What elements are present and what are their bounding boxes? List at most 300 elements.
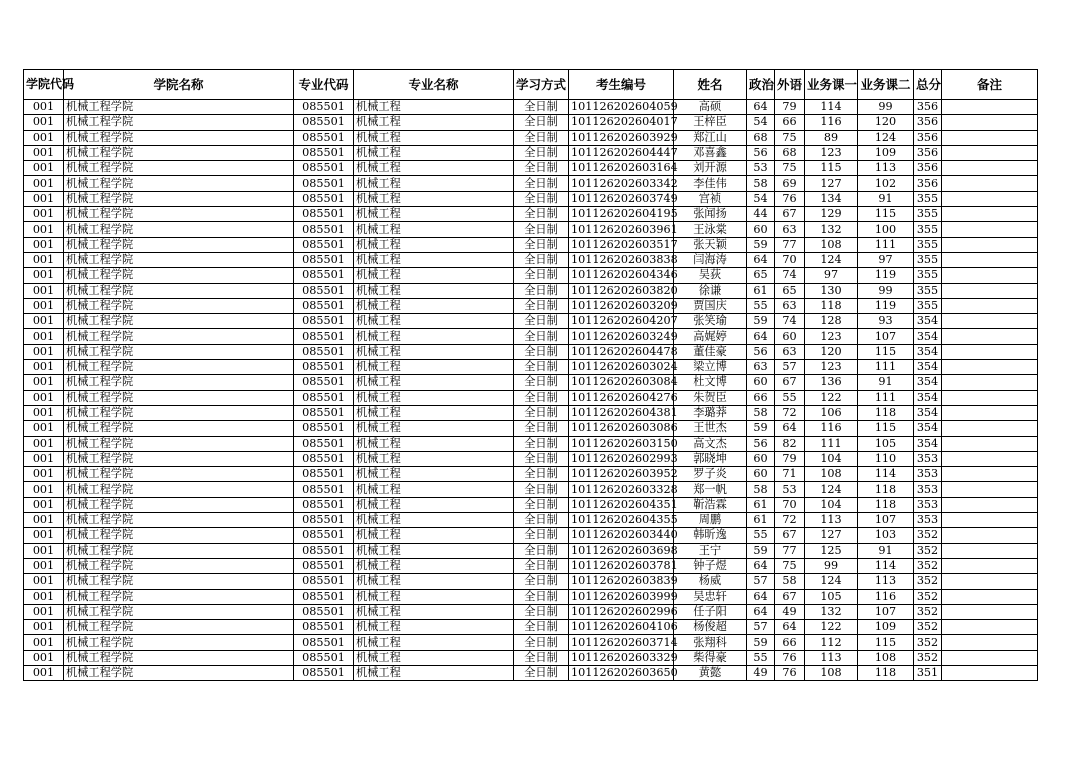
cell-exam-no: 101126202603714: [569, 635, 674, 650]
cell-name: 张闻扬: [674, 207, 747, 222]
cell-total: 355: [914, 252, 942, 267]
cell-course-two: 91: [858, 191, 914, 206]
cell-college-code: 001: [24, 589, 64, 604]
cell-course-two: 103: [858, 528, 914, 543]
cell-study-mode: 全日制: [514, 314, 569, 329]
cell-exam-no: 101126202604195: [569, 207, 674, 222]
cell-major-name: 机械工程: [354, 543, 514, 558]
cell-remarks: [942, 176, 1038, 191]
cell-exam-no: 101126202603952: [569, 467, 674, 482]
cell-name: 邓喜鑫: [674, 145, 747, 160]
cell-total: 355: [914, 237, 942, 252]
cell-course-one: 89: [805, 130, 858, 145]
cell-total: 352: [914, 543, 942, 558]
header-major-code: 专业代码: [294, 70, 354, 100]
cell-remarks: [942, 543, 1038, 558]
cell-politics: 58: [747, 405, 775, 420]
cell-course-two: 105: [858, 436, 914, 451]
cell-college-name: 机械工程学院: [64, 268, 294, 283]
cell-foreign-language: 65: [775, 283, 805, 298]
cell-major-name: 机械工程: [354, 604, 514, 619]
cell-total: 355: [914, 298, 942, 313]
header-total: 总分: [914, 70, 942, 100]
cell-exam-no: 101126202603650: [569, 665, 674, 680]
cell-major-code: 085501: [294, 528, 354, 543]
cell-college-code: 001: [24, 329, 64, 344]
cell-college-name: 机械工程学院: [64, 329, 294, 344]
cell-major-code: 085501: [294, 405, 354, 420]
cell-remarks: [942, 314, 1038, 329]
cell-name: 张天颖: [674, 237, 747, 252]
cell-course-two: 107: [858, 329, 914, 344]
cell-college-code: 001: [24, 207, 64, 222]
table-row: [24, 589, 1038, 604]
cell-remarks: [942, 237, 1038, 252]
cell-name: 杜文博: [674, 375, 747, 390]
cell-major-name: 机械工程: [354, 421, 514, 436]
cell-major-name: 机械工程: [354, 176, 514, 191]
cell-name: 王泳棠: [674, 222, 747, 237]
cell-politics: 59: [747, 237, 775, 252]
cell-remarks: [942, 222, 1038, 237]
cell-major-name: 机械工程: [354, 268, 514, 283]
cell-college-code: 001: [24, 650, 64, 665]
cell-course-one: 114: [805, 100, 858, 115]
cell-study-mode: 全日制: [514, 604, 569, 619]
cell-politics: 54: [747, 115, 775, 130]
table-row: [24, 268, 1038, 283]
cell-major-code: 085501: [294, 329, 354, 344]
cell-college-name: 机械工程学院: [64, 207, 294, 222]
cell-major-name: 机械工程: [354, 482, 514, 497]
cell-total: 353: [914, 451, 942, 466]
cell-college-name: 机械工程学院: [64, 100, 294, 115]
header-college-code: 学院代码: [24, 70, 64, 100]
cell-major-code: 085501: [294, 161, 354, 176]
cell-foreign-language: 67: [775, 528, 805, 543]
cell-exam-no: 101126202603329: [569, 650, 674, 665]
cell-major-code: 085501: [294, 100, 354, 115]
cell-total: 352: [914, 589, 942, 604]
cell-college-name: 机械工程学院: [64, 467, 294, 482]
cell-name: 王世杰: [674, 421, 747, 436]
cell-politics: 49: [747, 665, 775, 680]
table-row: [24, 207, 1038, 222]
cell-remarks: [942, 115, 1038, 130]
cell-study-mode: 全日制: [514, 451, 569, 466]
cell-study-mode: 全日制: [514, 130, 569, 145]
cell-college-code: 001: [24, 513, 64, 528]
cell-college-name: 机械工程学院: [64, 314, 294, 329]
cell-study-mode: 全日制: [514, 574, 569, 589]
cell-study-mode: 全日制: [514, 421, 569, 436]
cell-study-mode: 全日制: [514, 436, 569, 451]
cell-total: 356: [914, 130, 942, 145]
cell-total: 354: [914, 375, 942, 390]
cell-college-name: 机械工程学院: [64, 558, 294, 573]
cell-total: 354: [914, 405, 942, 420]
cell-exam-no: 101126202602993: [569, 451, 674, 466]
cell-exam-no: 101126202603929: [569, 130, 674, 145]
cell-college-code: 001: [24, 145, 64, 160]
cell-study-mode: 全日制: [514, 650, 569, 665]
cell-major-name: 机械工程: [354, 130, 514, 145]
cell-politics: 55: [747, 298, 775, 313]
cell-major-code: 085501: [294, 543, 354, 558]
cell-college-name: 机械工程学院: [64, 390, 294, 405]
cell-college-code: 001: [24, 421, 64, 436]
cell-remarks: [942, 482, 1038, 497]
cell-exam-no: 101126202603839: [569, 574, 674, 589]
cell-college-name: 机械工程学院: [64, 344, 294, 359]
cell-politics: 44: [747, 207, 775, 222]
cell-course-one: 129: [805, 207, 858, 222]
cell-politics: 56: [747, 145, 775, 160]
cell-politics: 63: [747, 360, 775, 375]
cell-major-name: 机械工程: [354, 161, 514, 176]
cell-major-name: 机械工程: [354, 375, 514, 390]
cell-major-name: 机械工程: [354, 252, 514, 267]
cell-foreign-language: 77: [775, 543, 805, 558]
cell-total: 352: [914, 558, 942, 573]
cell-college-code: 001: [24, 436, 64, 451]
cell-major-name: 机械工程: [354, 665, 514, 680]
cell-course-two: 91: [858, 543, 914, 558]
cell-name: 靳浩霖: [674, 497, 747, 512]
cell-name: 吴忠轩: [674, 589, 747, 604]
cell-politics: 61: [747, 497, 775, 512]
cell-college-name: 机械工程学院: [64, 237, 294, 252]
cell-study-mode: 全日制: [514, 145, 569, 160]
cell-total: 352: [914, 528, 942, 543]
cell-course-one: 130: [805, 283, 858, 298]
cell-politics: 59: [747, 635, 775, 650]
cell-foreign-language: 57: [775, 360, 805, 375]
cell-foreign-language: 74: [775, 314, 805, 329]
cell-course-one: 125: [805, 543, 858, 558]
cell-course-two: 115: [858, 344, 914, 359]
cell-study-mode: 全日制: [514, 513, 569, 528]
cell-course-two: 110: [858, 451, 914, 466]
cell-politics: 64: [747, 252, 775, 267]
cell-college-code: 001: [24, 604, 64, 619]
cell-politics: 60: [747, 222, 775, 237]
cell-course-two: 119: [858, 268, 914, 283]
table-row: [24, 237, 1038, 252]
cell-foreign-language: 53: [775, 482, 805, 497]
cell-major-name: 机械工程: [354, 528, 514, 543]
cell-exam-no: 101126202604351: [569, 497, 674, 512]
cell-total: 352: [914, 574, 942, 589]
cell-college-name: 机械工程学院: [64, 589, 294, 604]
cell-foreign-language: 75: [775, 558, 805, 573]
cell-course-two: 102: [858, 176, 914, 191]
cell-name: 闫海涛: [674, 252, 747, 267]
cell-total: 355: [914, 283, 942, 298]
cell-name: 周鹏: [674, 513, 747, 528]
table-row: [24, 513, 1038, 528]
cell-name: 高硕: [674, 100, 747, 115]
cell-college-code: 001: [24, 100, 64, 115]
cell-major-code: 085501: [294, 252, 354, 267]
table-row: [24, 130, 1038, 145]
table-row: [24, 497, 1038, 512]
cell-remarks: [942, 375, 1038, 390]
cell-name: 张翔科: [674, 635, 747, 650]
cell-course-two: 113: [858, 161, 914, 176]
cell-total: 354: [914, 344, 942, 359]
cell-major-name: 机械工程: [354, 589, 514, 604]
cell-total: 355: [914, 222, 942, 237]
cell-study-mode: 全日制: [514, 268, 569, 283]
cell-course-two: 108: [858, 650, 914, 665]
cell-study-mode: 全日制: [514, 329, 569, 344]
cell-major-code: 085501: [294, 375, 354, 390]
cell-major-name: 机械工程: [354, 145, 514, 160]
cell-exam-no: 101126202603749: [569, 191, 674, 206]
cell-major-code: 085501: [294, 207, 354, 222]
cell-politics: 64: [747, 329, 775, 344]
cell-exam-no: 101126202603328: [569, 482, 674, 497]
cell-total: 355: [914, 191, 942, 206]
cell-politics: 60: [747, 467, 775, 482]
table-row: [24, 558, 1038, 573]
cell-course-two: 99: [858, 100, 914, 115]
cell-study-mode: 全日制: [514, 252, 569, 267]
cell-total: 354: [914, 436, 942, 451]
cell-college-code: 001: [24, 528, 64, 543]
cell-major-code: 085501: [294, 665, 354, 680]
cell-name: 郑一帆: [674, 482, 747, 497]
table-row: [24, 283, 1038, 298]
cell-total: 354: [914, 360, 942, 375]
cell-politics: 61: [747, 513, 775, 528]
cell-course-one: 120: [805, 344, 858, 359]
cell-study-mode: 全日制: [514, 360, 569, 375]
cell-major-name: 机械工程: [354, 100, 514, 115]
cell-exam-no: 101126202603698: [569, 543, 674, 558]
cell-remarks: [942, 130, 1038, 145]
cell-remarks: [942, 513, 1038, 528]
cell-study-mode: 全日制: [514, 665, 569, 680]
cell-exam-no: 101126202603820: [569, 283, 674, 298]
cell-college-name: 机械工程学院: [64, 574, 294, 589]
cell-course-one: 128: [805, 314, 858, 329]
cell-exam-no: 101126202604106: [569, 620, 674, 635]
cell-total: 355: [914, 268, 942, 283]
cell-foreign-language: 64: [775, 620, 805, 635]
cell-major-code: 085501: [294, 115, 354, 130]
cell-course-one: 122: [805, 620, 858, 635]
cell-major-code: 085501: [294, 589, 354, 604]
cell-total: 356: [914, 161, 942, 176]
cell-course-two: 109: [858, 145, 914, 160]
cell-foreign-language: 75: [775, 161, 805, 176]
cell-major-name: 机械工程: [354, 513, 514, 528]
cell-major-code: 085501: [294, 635, 354, 650]
cell-course-one: 122: [805, 390, 858, 405]
cell-total: 355: [914, 207, 942, 222]
cell-politics: 68: [747, 130, 775, 145]
cell-college-name: 机械工程学院: [64, 222, 294, 237]
cell-remarks: [942, 191, 1038, 206]
cell-exam-no: 101126202603961: [569, 222, 674, 237]
cell-remarks: [942, 100, 1038, 115]
cell-major-name: 机械工程: [354, 436, 514, 451]
cell-name: 王宁: [674, 543, 747, 558]
cell-major-code: 085501: [294, 176, 354, 191]
cell-study-mode: 全日制: [514, 620, 569, 635]
table-row: [24, 314, 1038, 329]
cell-course-two: 120: [858, 115, 914, 130]
cell-major-code: 085501: [294, 222, 354, 237]
cell-politics: 54: [747, 191, 775, 206]
cell-course-two: 111: [858, 390, 914, 405]
cell-study-mode: 全日制: [514, 375, 569, 390]
cell-foreign-language: 71: [775, 467, 805, 482]
header-course-two: 业务课二: [858, 70, 914, 100]
cell-course-one: 136: [805, 375, 858, 390]
cell-name: 刘开源: [674, 161, 747, 176]
cell-major-code: 085501: [294, 298, 354, 313]
cell-remarks: [942, 665, 1038, 680]
cell-politics: 64: [747, 100, 775, 115]
cell-name: 高文杰: [674, 436, 747, 451]
cell-course-one: 127: [805, 176, 858, 191]
cell-major-name: 机械工程: [354, 314, 514, 329]
cell-remarks: [942, 283, 1038, 298]
cell-politics: 60: [747, 375, 775, 390]
cell-exam-no: 101126202604207: [569, 314, 674, 329]
cell-major-code: 085501: [294, 145, 354, 160]
cell-college-code: 001: [24, 451, 64, 466]
cell-foreign-language: 70: [775, 497, 805, 512]
cell-name: 郑江山: [674, 130, 747, 145]
cell-course-one: 108: [805, 665, 858, 680]
cell-total: 354: [914, 314, 942, 329]
cell-college-name: 机械工程学院: [64, 115, 294, 130]
cell-study-mode: 全日制: [514, 283, 569, 298]
cell-college-name: 机械工程学院: [64, 482, 294, 497]
cell-exam-no: 101126202603084: [569, 375, 674, 390]
cell-course-two: 93: [858, 314, 914, 329]
cell-foreign-language: 76: [775, 191, 805, 206]
cell-remarks: [942, 467, 1038, 482]
cell-name: 韩昕逸: [674, 528, 747, 543]
cell-college-code: 001: [24, 482, 64, 497]
cell-foreign-language: 82: [775, 436, 805, 451]
cell-college-name: 机械工程学院: [64, 283, 294, 298]
cell-exam-no: 101126202604059: [569, 100, 674, 115]
cell-course-two: 115: [858, 421, 914, 436]
cell-college-code: 001: [24, 497, 64, 512]
cell-foreign-language: 60: [775, 329, 805, 344]
cell-remarks: [942, 451, 1038, 466]
cell-study-mode: 全日制: [514, 589, 569, 604]
cell-exam-no: 101126202603517: [569, 237, 674, 252]
cell-college-code: 001: [24, 161, 64, 176]
cell-foreign-language: 55: [775, 390, 805, 405]
cell-exam-no: 101126202603249: [569, 329, 674, 344]
table-row: [24, 574, 1038, 589]
cell-course-two: 109: [858, 620, 914, 635]
cell-course-one: 113: [805, 513, 858, 528]
cell-total: 354: [914, 329, 942, 344]
table-row: [24, 436, 1038, 451]
cell-major-name: 机械工程: [354, 467, 514, 482]
cell-major-name: 机械工程: [354, 620, 514, 635]
cell-college-name: 机械工程学院: [64, 375, 294, 390]
cell-name: 梁立博: [674, 360, 747, 375]
cell-foreign-language: 66: [775, 115, 805, 130]
cell-foreign-language: 66: [775, 635, 805, 650]
cell-total: 356: [914, 100, 942, 115]
cell-total: 353: [914, 513, 942, 528]
cell-study-mode: 全日制: [514, 390, 569, 405]
cell-politics: 53: [747, 161, 775, 176]
cell-college-code: 001: [24, 115, 64, 130]
cell-exam-no: 101126202604381: [569, 405, 674, 420]
cell-study-mode: 全日制: [514, 497, 569, 512]
cell-course-two: 107: [858, 604, 914, 619]
cell-politics: 56: [747, 436, 775, 451]
cell-course-one: 106: [805, 405, 858, 420]
cell-foreign-language: 77: [775, 237, 805, 252]
cell-course-one: 116: [805, 421, 858, 436]
cell-name: 李佳伟: [674, 176, 747, 191]
cell-foreign-language: 76: [775, 650, 805, 665]
cell-college-code: 001: [24, 635, 64, 650]
cell-foreign-language: 64: [775, 421, 805, 436]
cell-politics: 55: [747, 650, 775, 665]
cell-exam-no: 101126202604276: [569, 390, 674, 405]
cell-major-code: 085501: [294, 344, 354, 359]
cell-college-name: 机械工程学院: [64, 451, 294, 466]
cell-politics: 64: [747, 589, 775, 604]
cell-major-code: 085501: [294, 130, 354, 145]
cell-course-one: 123: [805, 329, 858, 344]
cell-exam-no: 101126202604447: [569, 145, 674, 160]
cell-major-code: 085501: [294, 283, 354, 298]
cell-name: 杨威: [674, 574, 747, 589]
cell-foreign-language: 67: [775, 375, 805, 390]
cell-college-name: 机械工程学院: [64, 436, 294, 451]
cell-name: 董佳豪: [674, 344, 747, 359]
cell-course-one: 124: [805, 252, 858, 267]
header-foreign-language: 外语: [775, 70, 805, 100]
cell-college-name: 机械工程学院: [64, 543, 294, 558]
table-row: [24, 100, 1038, 115]
cell-remarks: [942, 344, 1038, 359]
cell-remarks: [942, 436, 1038, 451]
cell-name: 宫祯: [674, 191, 747, 206]
cell-politics: 59: [747, 543, 775, 558]
table-row: [24, 665, 1038, 680]
cell-course-two: 118: [858, 405, 914, 420]
cell-remarks: [942, 589, 1038, 604]
cell-college-code: 001: [24, 467, 64, 482]
cell-course-one: 99: [805, 558, 858, 573]
table-row: [24, 543, 1038, 558]
cell-name: 吴荻: [674, 268, 747, 283]
cell-course-two: 111: [858, 360, 914, 375]
cell-major-code: 085501: [294, 620, 354, 635]
cell-course-two: 118: [858, 497, 914, 512]
cell-study-mode: 全日制: [514, 161, 569, 176]
cell-college-code: 001: [24, 237, 64, 252]
cell-major-code: 085501: [294, 314, 354, 329]
cell-major-code: 085501: [294, 558, 354, 573]
